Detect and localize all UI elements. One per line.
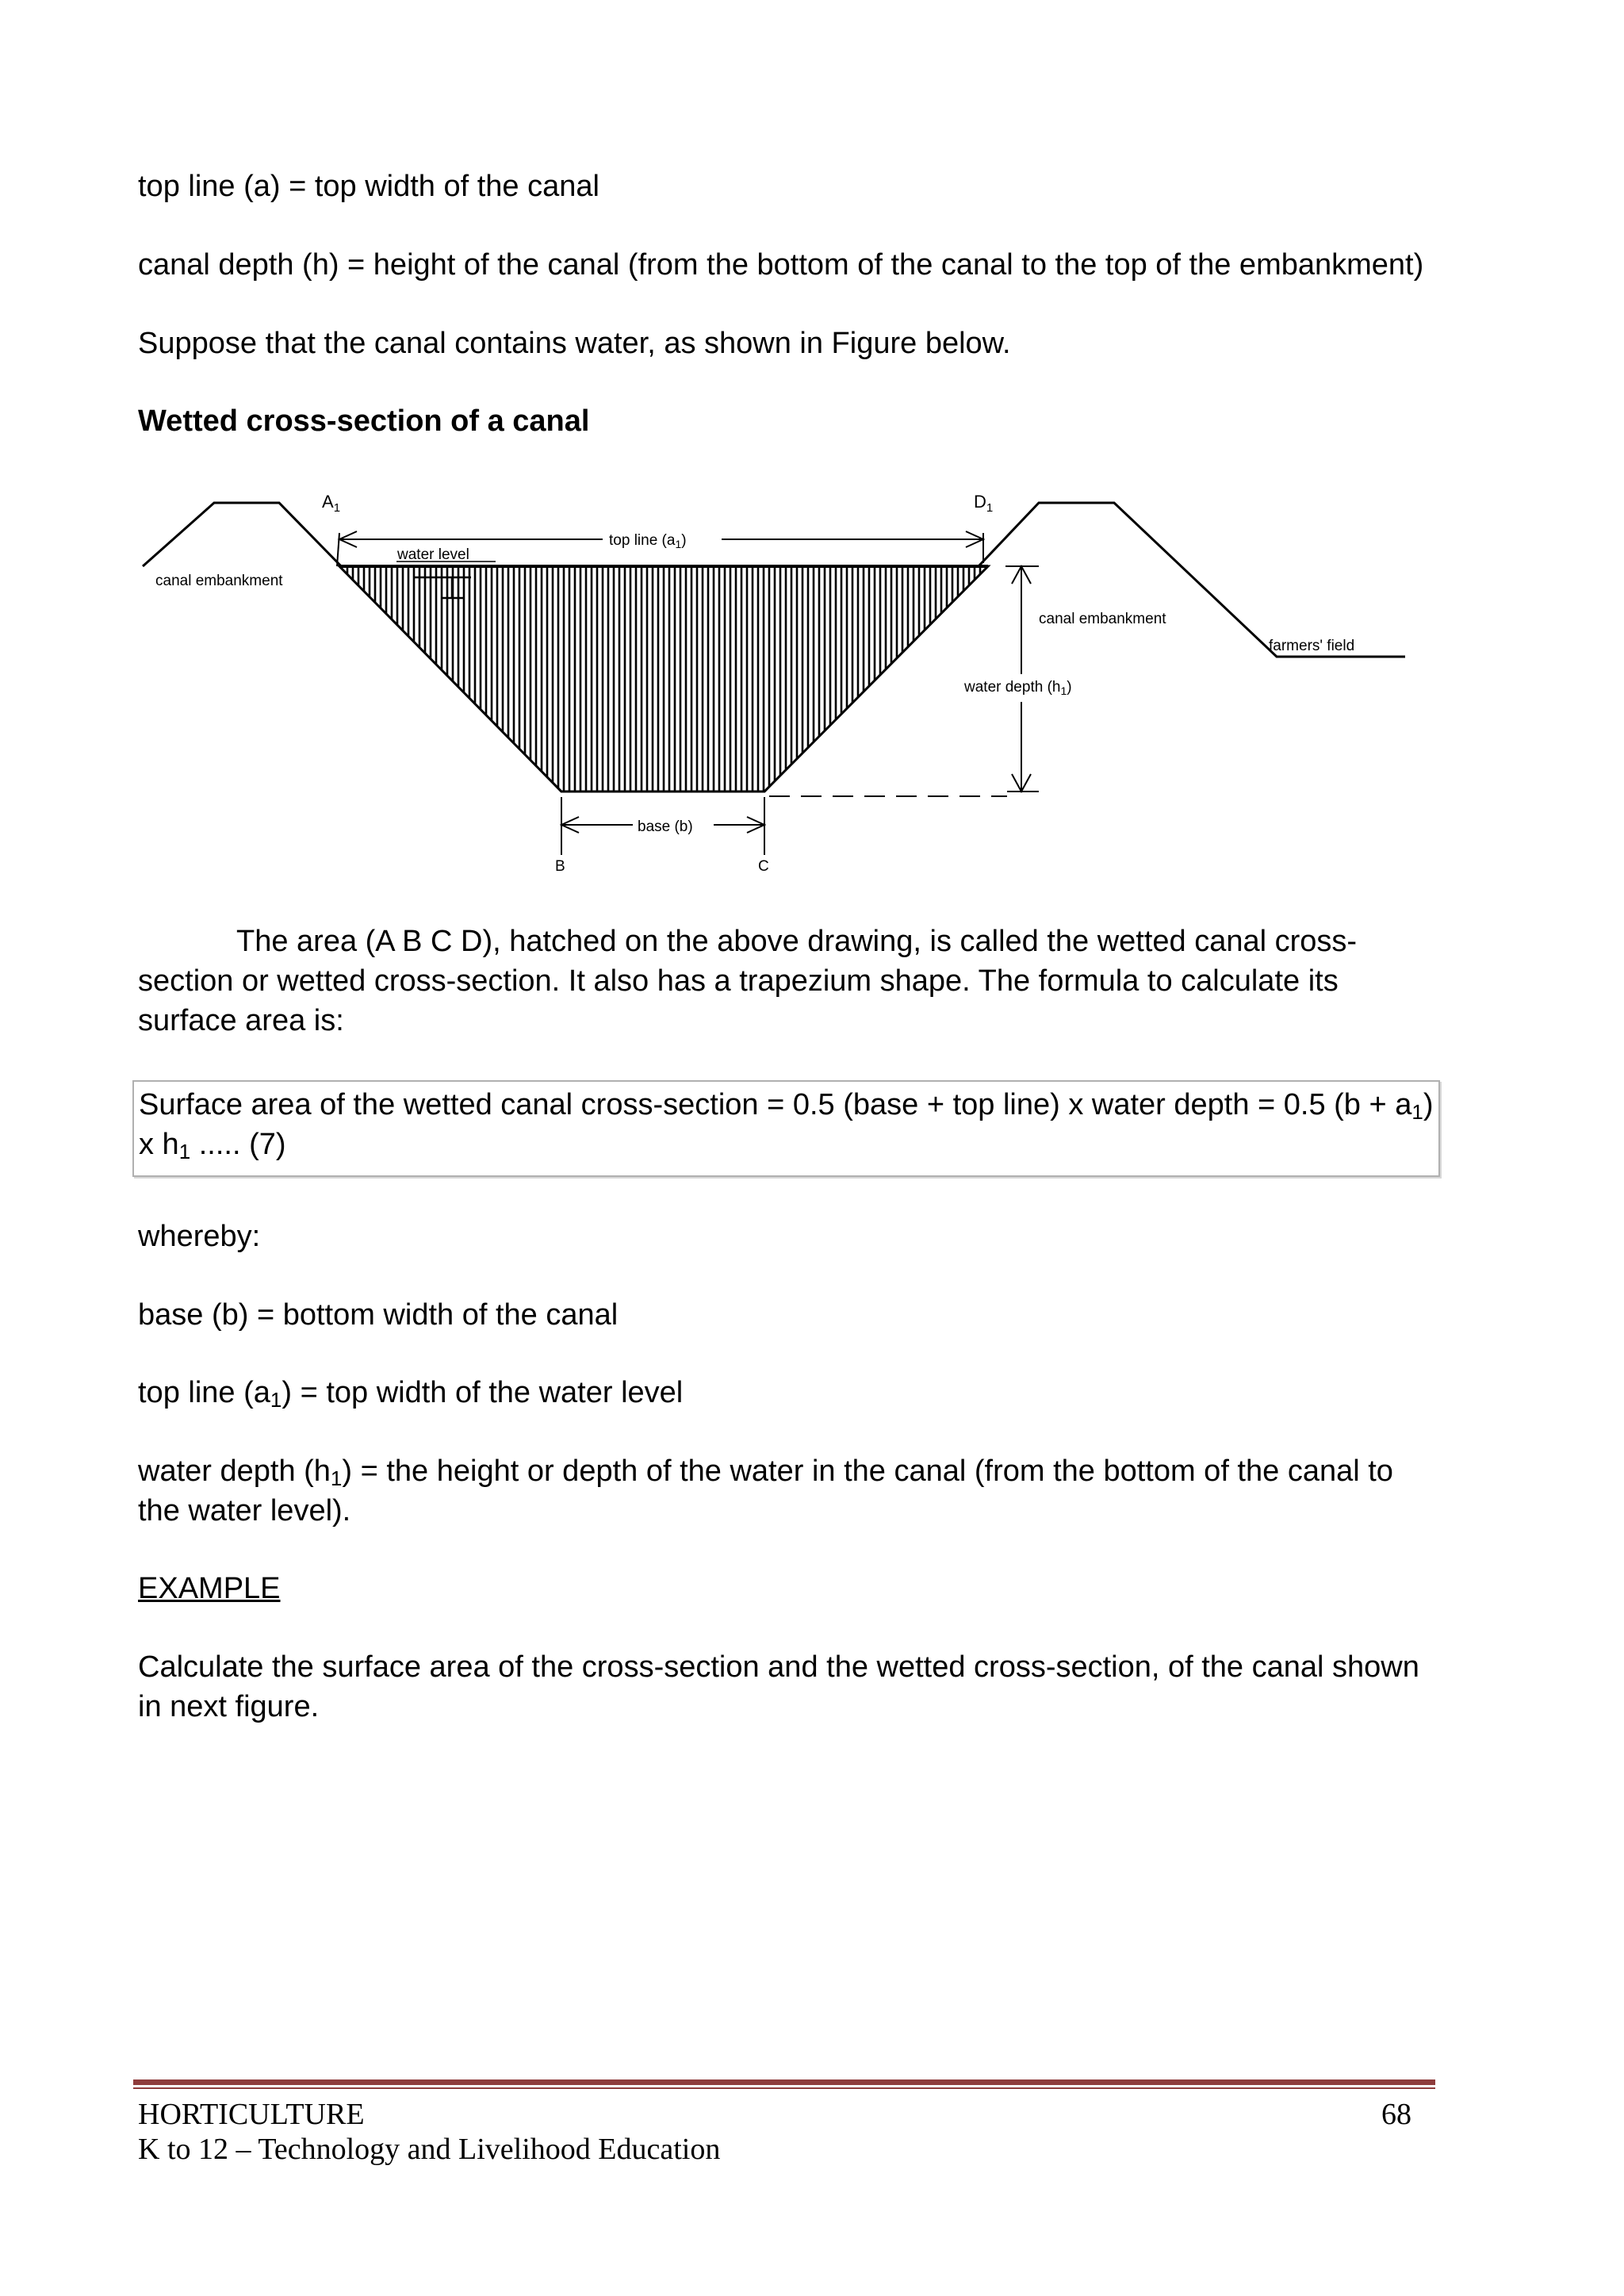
label-c: C (758, 858, 769, 875)
label-base: base (b) (638, 818, 693, 835)
paragraph-top-line: top line (a) = top width of the canal (138, 170, 599, 203)
example-heading: EXAMPLE (138, 1572, 281, 1605)
formula-box (132, 1080, 1440, 1177)
figure-heading: Wetted cross-section of a canal (138, 404, 590, 438)
paragraph-area: The area (A B C D), hatched on the above drawing, is called the wetted canal cross-section or wetted cross-section. It also has a trapezium shape. The formula to calculate its surface area is: (138, 925, 1358, 1037)
paragraph-topline-def: top line $(a_1)$ = top width of the water level (138, 1376, 684, 1412)
paragraph-suppose: Suppose that the canal contains water, as shown in Figure below. (138, 327, 1011, 360)
label-water-level: water level (397, 546, 469, 563)
formula-text: Surface area of the wetted canal cross-section = 0.5 (base + top line) x water depth = 0.5 $(b + a_1)$ x $h_1$ ..... (7) (139, 1088, 1434, 1163)
footer-rule-thin (133, 2087, 1435, 2089)
footer-program: K to 12 – Technology and Livelihood Education (138, 2133, 721, 2166)
paragraph-depth-def: water depth $(h_1)$ = the height or depth of the water in the canal (from the bottom of the canal to the water level). (138, 1455, 1393, 1527)
label-b: B (555, 858, 565, 875)
paragraph-base-def: base (b) = bottom width of the canal (138, 1298, 619, 1332)
label-a1: $A_1$ (322, 492, 341, 515)
paragraph-whereby: whereby: (138, 1220, 261, 1253)
footer-subject: HORTICULTURE (138, 2098, 365, 2131)
label-canal-embankment-left: canal embankment (155, 573, 283, 589)
label-d1: $D_1$ (974, 492, 994, 515)
label-farmers-field: farmers' field (1269, 638, 1355, 654)
wetted-area-hatch (339, 566, 988, 792)
footer-rule (133, 2079, 1435, 2085)
label-canal-embankment-right: canal embankment (1039, 611, 1166, 627)
page-number: 68 (1381, 2098, 1411, 2131)
label-water-depth: water depth $(h_1)$ (964, 679, 1072, 697)
paragraph-calc: Calculate the surface area of the cross-section and the wetted cross-section, of the canal shown in next figure. (138, 1650, 1419, 1723)
label-top-line: top line $(a_1)$ (609, 532, 687, 550)
paragraph-canal-depth: canal depth (h) = height of the canal (from the bottom of the canal to the top of the embankment) (138, 248, 1424, 282)
wetted-cross-section-figure (135, 484, 1435, 880)
